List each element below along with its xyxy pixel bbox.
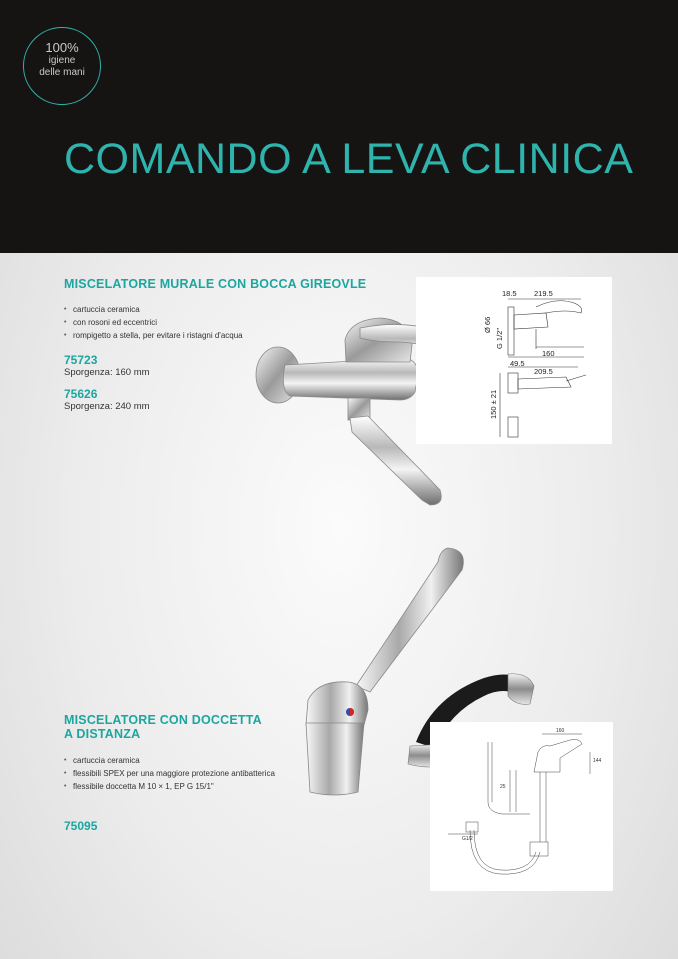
dim-label: 150 ± 21 [489,389,498,419]
section2-title [64,713,262,741]
dim-label: 25 [500,784,506,790]
section2-title-line2: A DISTANZA [64,727,141,741]
hygiene-badge [23,27,101,105]
dim-label: G1/2 [462,836,473,842]
dim-label: Ø 66 [483,316,492,333]
badge-text-2: delle mani [39,67,85,78]
dim-label: 144 [593,758,602,764]
badge-percent: 100% [45,40,79,55]
feature-item: • cartuccia ceramica [64,754,275,767]
product-code: 75723 [64,353,98,367]
feature-item: • flessibili SPEX per una maggiore protezione antibatterica [64,767,275,780]
feature-item: • con rosoni ed eccentrici [64,316,243,329]
feature-item: • rompigetto a stella, per evitare i ristagni d'acqua [64,329,243,342]
dim-label: 49.5 [510,359,525,368]
dim-label: 160 [556,728,565,734]
section1-feature-list [64,303,243,342]
remote-shower-technical-drawing [430,722,613,891]
section1-title: MISCELATORE MURALE CON BOCCA GIREOVLE [64,277,367,291]
feature-item: • cartuccia ceramica [64,303,243,316]
dim-label: 219.5 [534,289,553,298]
badge-text-1: igiene [48,55,76,66]
page-header [0,0,678,253]
feature-item: • flessibile doccetta M 10 × 1, EP G 15/1" [64,780,275,793]
dim-label: 18.5 [502,289,517,298]
product-code: 75095 [64,819,98,833]
dim-label: 160 [542,349,555,358]
page-title: COMANDO A LEVA CLINICA [64,135,634,183]
section2-feature-list [64,754,275,793]
product-spec: Sporgenza: 240 mm [64,401,150,412]
wall-mixer-technical-drawing [416,277,612,444]
dim-label: 209.5 [534,367,553,376]
product-spec: Sporgenza: 160 mm [64,367,150,378]
product-code: 75626 [64,387,98,401]
dim-label: G 1/2" [495,327,504,349]
section2-title-line1: MISCELATORE CON DOCCETTA [64,713,262,727]
